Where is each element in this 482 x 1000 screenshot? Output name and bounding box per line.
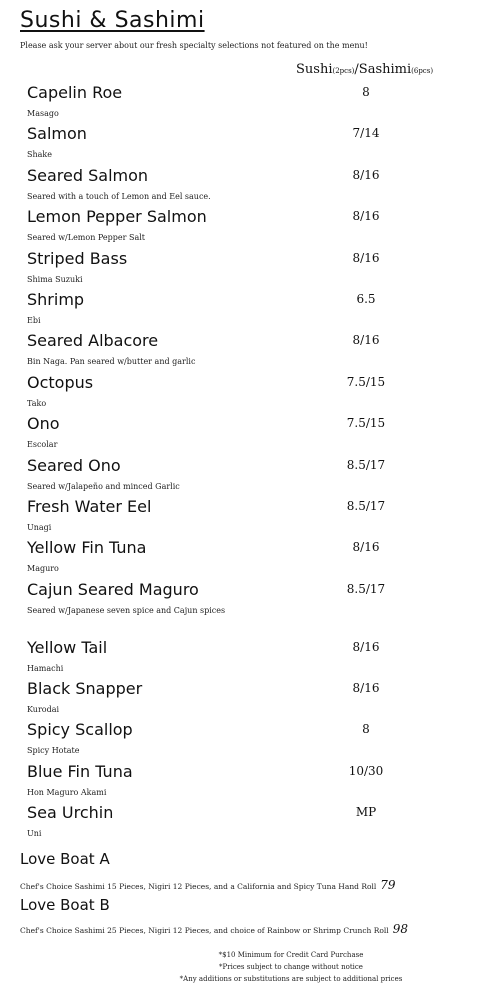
menu-item	[0, 83, 482, 124]
note-line: *Prices subject to change without notice	[219, 963, 363, 971]
menu-item	[0, 207, 482, 248]
menu-item	[0, 414, 482, 455]
item-description: Bin Naga. Pan seared w/butter and garlic	[27, 357, 196, 367]
love-boat-b-price: 98	[392, 922, 408, 936]
item-price: 6.5	[356, 291, 376, 306]
item-name: Black Snapper	[27, 679, 143, 699]
sashimi-label: Sashimi	[358, 62, 412, 77]
item-name: Seared Salmon	[27, 165, 149, 185]
item-name: Cajun Seared Maguro	[27, 579, 199, 599]
item-price: 8/16	[352, 167, 380, 182]
item-name: Capelin Roe	[27, 83, 123, 102]
item-price: 8/16	[352, 209, 380, 224]
love-boat-a-description	[20, 878, 396, 892]
note-line: *$10 Minimum for Credit Card Purchase	[218, 951, 364, 959]
menu-item	[0, 638, 482, 679]
item-name: Blue Fin Tuna	[27, 761, 133, 781]
item-name: Yellow Tail	[27, 637, 108, 657]
menu-item	[0, 538, 482, 579]
footer-notes	[0, 949, 482, 985]
item-description: Seared w/Jalapeño and minced Garlic	[27, 481, 180, 491]
boat-desc-text: Chef's Choice Sashimi 15 Pieces, Nigiri 12 Pieces, and a California and Spicy Tuna Hand Roll	[20, 882, 377, 891]
menu-item	[0, 290, 482, 331]
item-description: Hamachi	[27, 663, 64, 673]
item-description: Kurodai	[27, 705, 60, 715]
menu-item	[0, 762, 482, 803]
menu-item	[0, 166, 482, 207]
item-price: MP	[355, 805, 377, 820]
column-header	[296, 62, 433, 77]
menu-item	[0, 456, 482, 497]
item-price: 8/16	[352, 681, 380, 696]
item-price: 7.5/15	[346, 374, 386, 389]
item-description: Shake	[27, 150, 52, 160]
love-boat-a-price: 79	[380, 878, 396, 892]
intro-text: Please ask your server about our fresh specialty selections not featured on the menu!	[20, 41, 368, 50]
item-description: Shima Suzuki	[27, 274, 83, 284]
item-name: Yellow Fin Tuna	[27, 538, 147, 558]
menu-item	[0, 373, 482, 414]
menu-item	[0, 580, 482, 638]
item-price: 8/16	[352, 250, 380, 265]
item-name: Seared Ono	[27, 455, 121, 475]
item-description: Tako	[27, 398, 47, 408]
sashimi-pieces-note: (6pcs)	[411, 67, 434, 75]
item-name: Shrimp	[27, 289, 85, 309]
item-name: Striped Bass	[27, 248, 128, 268]
menu-item	[0, 124, 482, 165]
item-name: Seared Albacore	[27, 331, 159, 351]
menu-items-list	[0, 83, 482, 845]
item-price: 8/16	[352, 639, 380, 654]
menu-item	[0, 803, 482, 844]
boat-desc-text: Chef's Choice Sashimi 25 Pieces, Nigiri 12 Pieces, and choice of Rainbow or Shrimp Crunch Roll	[20, 926, 389, 935]
menu-item	[0, 331, 482, 372]
item-price: 8	[362, 85, 370, 99]
item-description: Escolar	[27, 440, 58, 450]
item-description: Seared w/Lemon Pepper Salt	[27, 233, 146, 243]
sushi-pieces-note: (2pcs)	[332, 67, 355, 75]
item-price: 7.5/15	[346, 416, 386, 431]
item-name: Fresh Water Eel	[27, 496, 152, 516]
item-description: Masago	[27, 109, 59, 118]
item-description: Uni	[27, 829, 42, 839]
love-boat-a-name: Love Boat A	[20, 850, 110, 868]
item-description: Spicy Hotate	[27, 746, 80, 756]
item-description: Seared with a touch of Lemon and Eel sauce.	[27, 191, 211, 201]
menu-item	[0, 249, 482, 290]
item-price: 10/30	[348, 763, 384, 778]
item-description: Hon Maguro Akami	[27, 787, 107, 797]
item-price: 8/16	[352, 333, 380, 348]
item-description: Unagi	[27, 522, 52, 532]
item-price: 8.5/17	[346, 498, 386, 513]
item-price: 8.5/17	[346, 581, 386, 596]
menu-item	[0, 720, 482, 761]
item-description: Seared w/Japanese seven spice and Cajun spices	[27, 605, 226, 615]
item-description: Maguro	[27, 564, 59, 574]
item-name: Salmon	[27, 124, 87, 144]
item-price: 8/16	[352, 540, 380, 555]
item-price: 8.5/17	[346, 457, 386, 472]
page-title: Sushi & Sashimi	[20, 8, 205, 33]
item-name: Ono	[27, 414, 60, 434]
love-boat-b-description	[20, 922, 408, 936]
item-name: Sea Urchin	[27, 803, 114, 823]
item-name: Spicy Scallop	[27, 720, 133, 740]
item-name: Octopus	[27, 372, 94, 392]
item-price: 8	[362, 722, 370, 737]
item-name: Lemon Pepper Salmon	[27, 207, 207, 227]
menu-item	[0, 679, 482, 720]
column-separator: /	[354, 62, 359, 77]
item-description: Ebi	[27, 315, 41, 325]
menu-item	[0, 497, 482, 538]
sushi-label: Sushi	[296, 62, 333, 77]
note-line: *Any additions or substitutions are subject to additional prices	[179, 975, 403, 983]
love-boat-b-name: Love Boat B	[20, 896, 110, 914]
item-price: 7/14	[352, 126, 380, 141]
